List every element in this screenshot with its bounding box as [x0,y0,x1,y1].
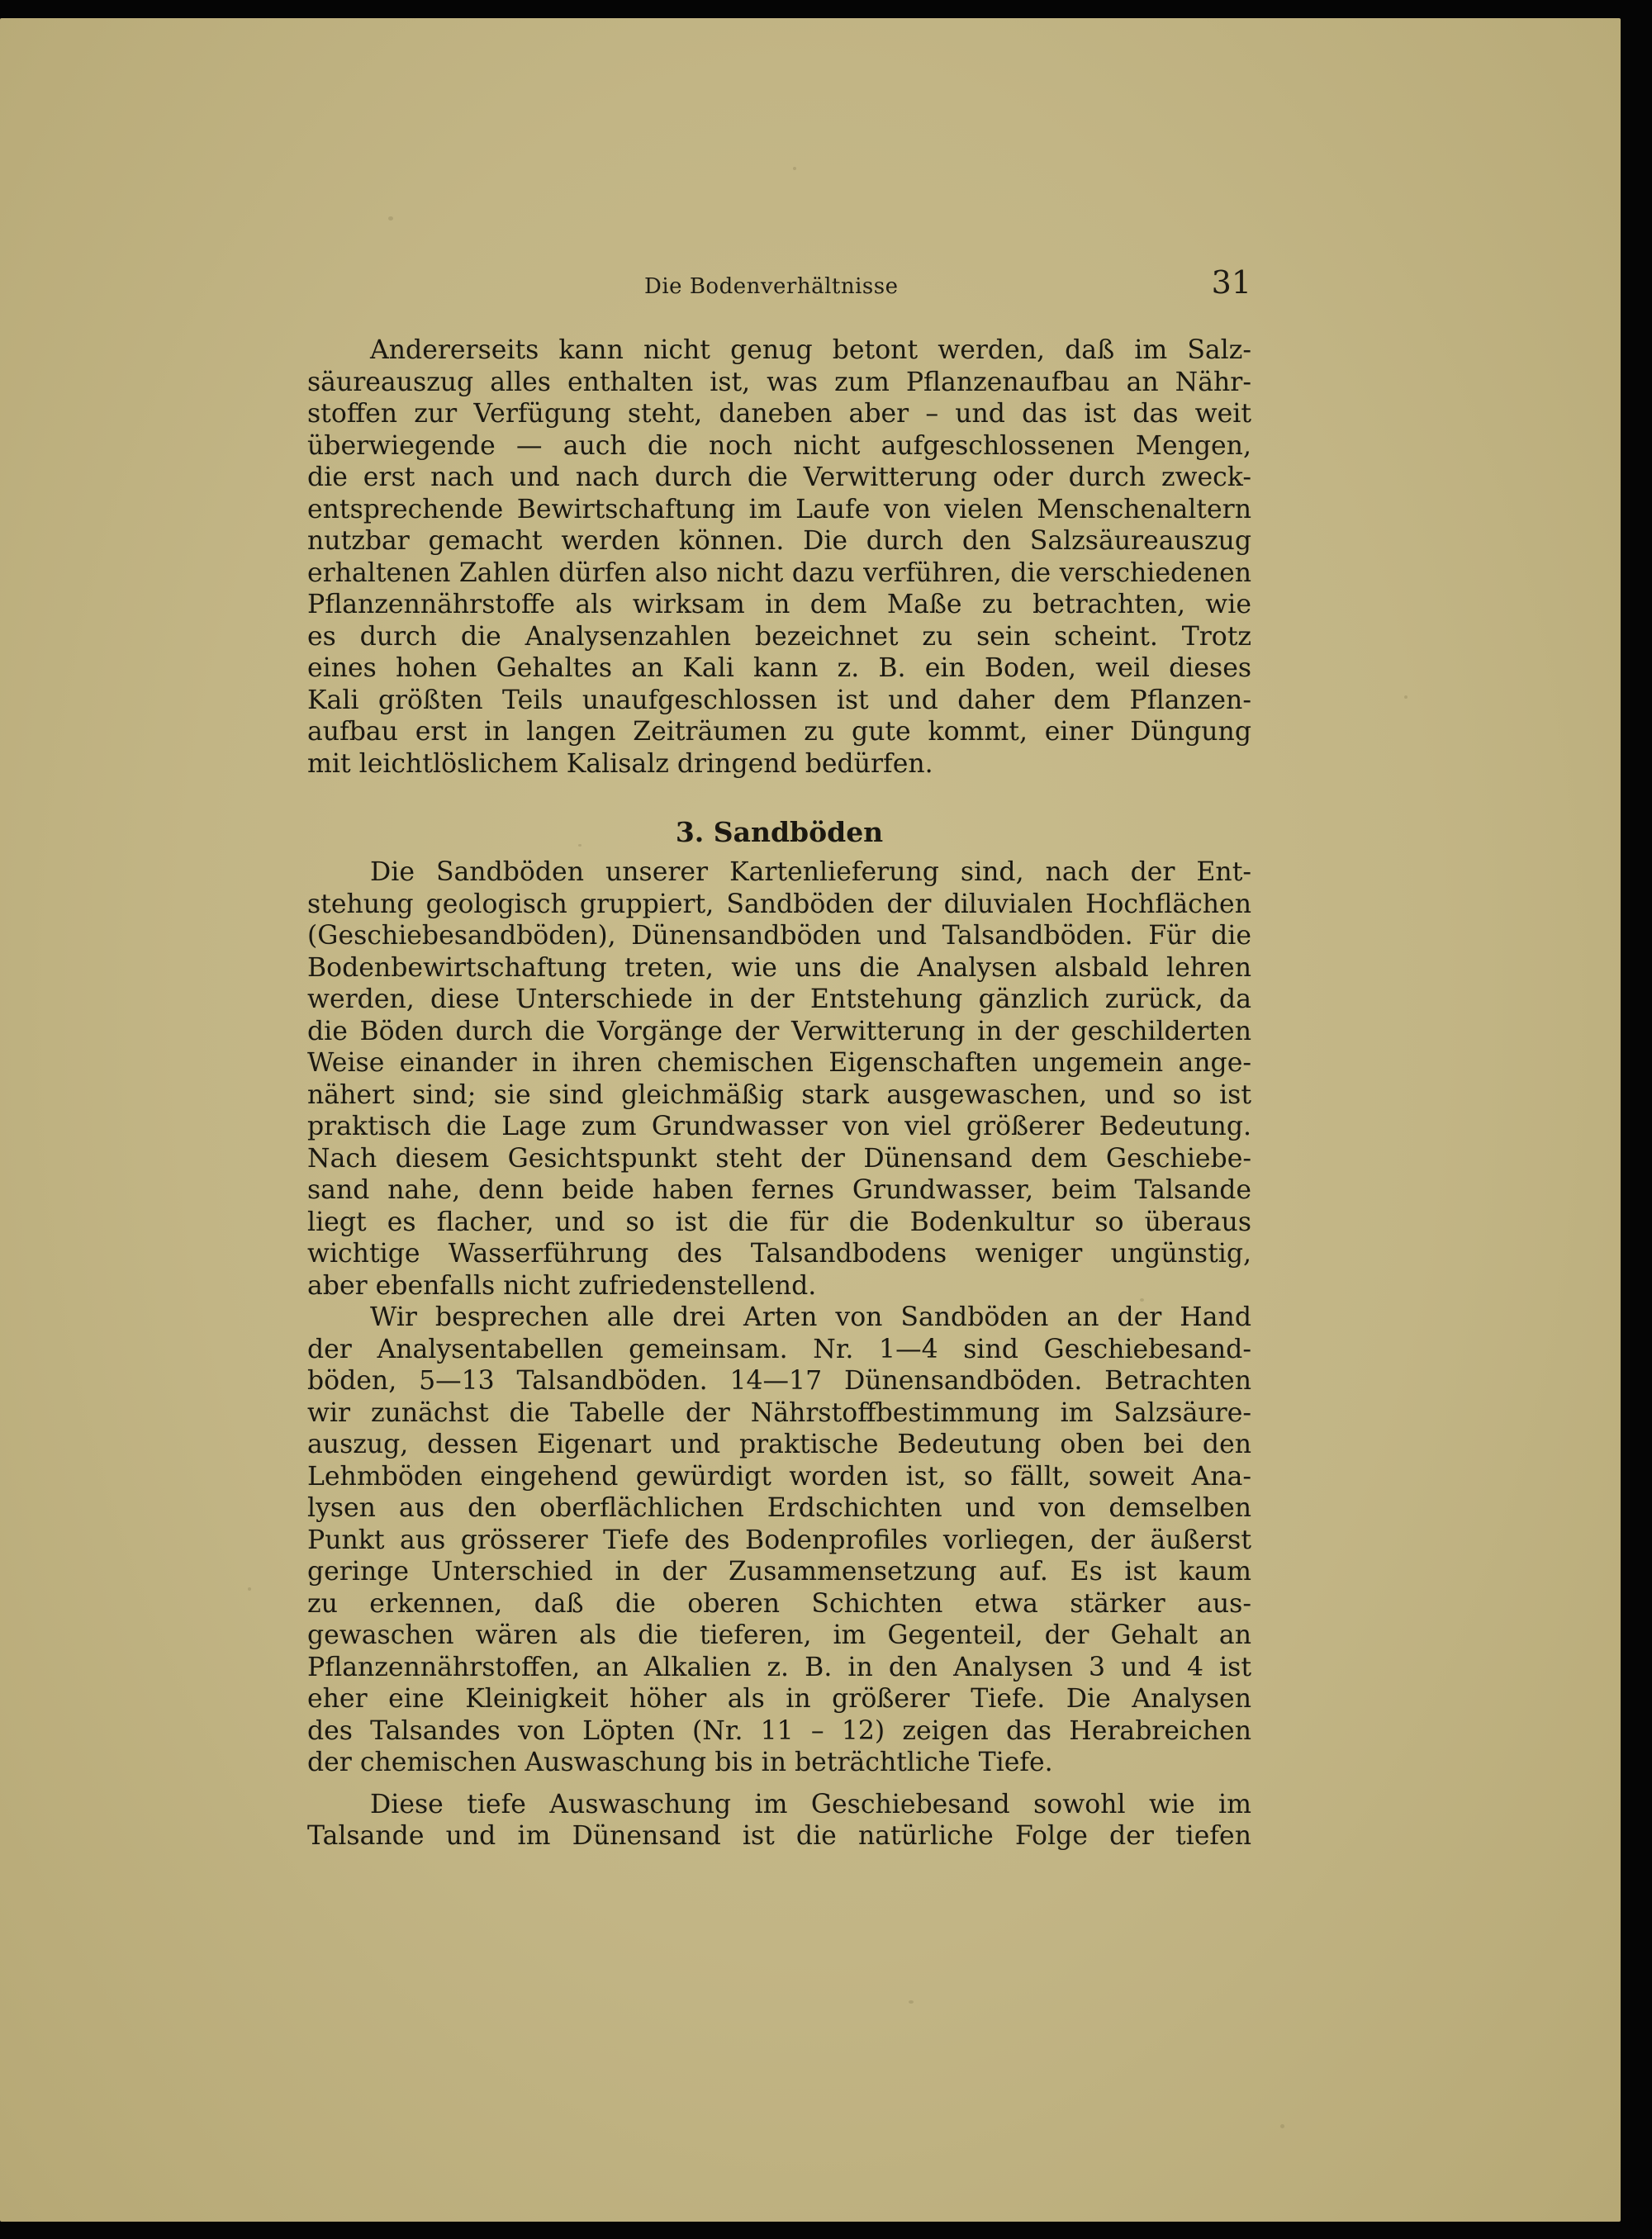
text-line: die erst nach und nach durch die Verwitterung oder durch zweck- [307,463,1251,492]
paper-speck [1404,695,1408,699]
text-line: stoffen zur Verfügung steht, daneben aber – und das ist das weit [307,399,1251,429]
text-line: eher eine Kleinigkeit höher als in größerer Tiefe. Die Analysen [307,1684,1251,1714]
text-line: Andererseits kann nicht genug betont werden, daß im Salz- [370,335,1251,365]
text-line: Pflanzennährstoffen, an Alkalien z. B. in den Analysen 3 und 4 ist [307,1652,1251,1682]
section-heading: 3. Sandböden [675,816,884,848]
text-line: eines hohen Gehaltes an Kali kann z. B. ein Boden, weil dieses [307,653,1251,683]
text-line: es durch die Analysenzahlen bezeichnet zu sein scheint. Trotz [307,621,1251,652]
text-line: der chemischen Auswaschung bis in beträchtliche Tiefe. [307,1748,1053,1777]
text-line: wichtige Wasserführung des Talsandbodens weniger ungünstig, [307,1239,1251,1269]
paragraph-2 [307,856,1251,1302]
body-text [307,334,1251,1852]
paper-speck [909,2000,914,2004]
text-line: Weise einander in ihren chemischen Eigenschaften ungemein ange- [307,1048,1251,1078]
text-line: nutzbar gemacht werden können. Die durch den Salzsäureauszug [307,526,1251,556]
text-line: die Böden durch die Vorgänge der Verwitterung in der geschilderten [307,1016,1251,1046]
text-line: aufbau erst in langen Zeiträumen zu gute kommt, einer Düngung [307,717,1251,747]
text-line: geringe Unterschied in der Zusammensetzung auf. Es ist kaum [307,1557,1251,1587]
page-header [306,248,1251,301]
text-line: säureauszug alles enthalten ist, was zum Pflanzenaufbau an Nähr- [307,367,1251,397]
paper-speck [1280,2124,1284,2128]
text-line: Talsande und im Dünensand ist die natürliche Folge der tiefen [307,1821,1251,1851]
text-line: werden, diese Unterschiede in der Entstehung gänzlich zurück, da [307,984,1251,1014]
text-line: Nach diesem Gesichtspunkt steht der Dünensand dem Geschiebe- [307,1143,1251,1174]
text-line: entsprechende Bewirtschaftung im Laufe von vielen Menschenaltern [307,494,1251,524]
text-line: Pflanzennährstoffe als wirksam in dem Maße zu betrachten, wie [307,590,1251,619]
text-line: wir zunächst die Tabelle der Nährstoffbestimmung im Salzsäure- [307,1397,1251,1428]
text-line: mit leichtlöslichem Kalisalz dringend bedürfen. [307,748,933,779]
text-line: nähert sind; sie sind gleichmäßig stark ausgewaschen, und so ist [307,1079,1251,1110]
text-line: Die Sandböden unserer Kartenlieferung sind, nach der Ent- [370,857,1251,887]
text-line: Bodenbewirtschaftung treten, wie uns die Analysen alsbald lehren [307,952,1251,983]
page-number: 31 [1211,264,1251,301]
text-line: Punkt aus grösserer Tiefe des Bodenprofiles vorliegen, der äußerst [307,1525,1251,1555]
text-line: zu erkennen, daß die oberen Schichten etwa stärker aus- [307,1588,1251,1619]
text-line: stehung geologisch gruppiert, Sandböden der diluvialen Hochflächen [307,889,1251,919]
paragraph-3 [307,1302,1251,1779]
text-line: sand nahe, denn beide haben fernes Grundwasser, beim Talsande [307,1175,1251,1205]
paper-speck [793,167,796,170]
text-line: gewaschen wären als die tieferen, im Gegenteil, der Gehalt an [307,1620,1251,1650]
text-line: Kali größten Teils unaufgeschlossen ist und daher dem Pflanzen- [307,685,1251,715]
text-line: auszug, dessen Eigenart und praktische Bedeutung oben bei den [307,1430,1251,1459]
paper-speck [388,216,393,221]
paragraph-gap [307,1779,1251,1789]
text-line: des Talsandes von Löpten (Nr. 11 – 12) zeigen das Herabreichen [307,1715,1251,1746]
running-title: Die Bodenverhältnisse [644,274,899,299]
text-line: überwiegende — auch die noch nicht aufgeschlossenen Mengen, [307,430,1251,461]
text-line: liegt es flacher, und so ist die für die Bodenkultur so überaus [307,1207,1251,1237]
text-line: böden, 5—13 Talsandböden. 14—17 Dünensandböden. Betrachten [307,1366,1251,1396]
text-line: (Geschiebesandböden), Dünensandböden und Talsandböden. Für die [307,921,1251,951]
paragraph-1 [307,334,1251,780]
paper-speck [248,1587,251,1591]
text-line: Diese tiefe Auswaschung im Geschiebesand sowohl wie im [370,1789,1251,1819]
text-line: der Analysentabellen gemeinsam. Nr. 1—4 sind Geschiebesand- [307,1334,1251,1364]
text-line: lysen aus den oberflächlichen Erdschichten und von demselben [307,1493,1251,1523]
text-line: erhaltenen Zahlen dürfen also nicht dazu verführen, die verschiedenen [307,557,1251,588]
text-line: praktisch die Lage zum Grundwasser von viel größerer Bedeutung. [307,1112,1251,1141]
text-line: aber ebenfalls nicht zufriedenstellend. [307,1270,817,1301]
text-line: Lehmböden eingehend gewürdigt worden ist, so fällt, soweit Ana- [307,1461,1251,1492]
text-line: Wir besprechen alle drei Arten von Sandböden an der Hand [370,1302,1251,1332]
paragraph-4 [307,1789,1251,1852]
